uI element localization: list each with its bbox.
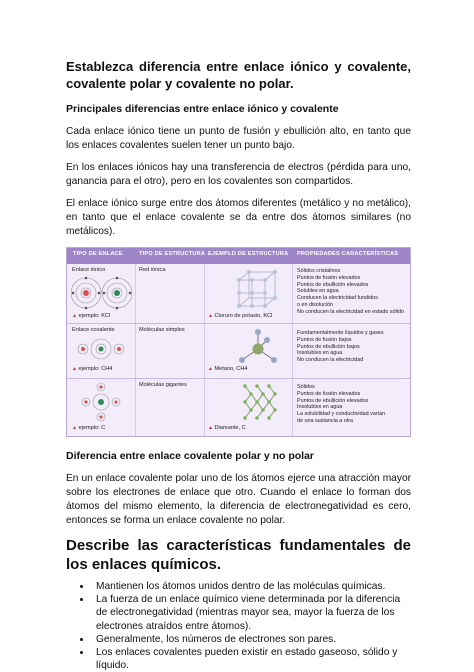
carbon-atoms-illustration (81, 382, 121, 422)
property-item: Puntos de fusión elevados (297, 390, 361, 397)
paragraph: En un enlace covalente polar uno de los átomos ejerce una atracción mayor sobre los electrones de enlace que otro. Cuando el enlace lo forman dos átomos del mismo elemento, la diferencia de electronegatividad es cero, entonces se forma un enlace covalente no polar. (66, 473, 411, 526)
table-header-cell: TIPO DE ENLACE (73, 251, 123, 257)
list-item: • Mantienen los átomos unidos dentro de las moléculas químicas. (92, 580, 411, 593)
property-item: Puntos de ebullición elevados (297, 281, 369, 288)
example-label: Cloruro de potasio, KCl (214, 313, 273, 319)
row-divider (67, 378, 410, 379)
example-label: Metano, CH4 (214, 366, 248, 372)
structure-type: Moléculas simples (139, 327, 185, 333)
row-divider (67, 323, 410, 324)
list-item: • Generalmente, los números de electrones son pares. (92, 633, 411, 646)
bond-comparison-table (66, 247, 411, 437)
triangle-bullet-icon: ▲ (208, 366, 213, 372)
table-header-cell: PROPIEDADES CARACTERÍSTICAS (297, 251, 399, 257)
property-item: Sólidos cristalinos (297, 268, 341, 274)
structure-type: Moléculas gigantes (139, 382, 187, 388)
column-divider (204, 264, 205, 436)
paragraph: En los enlaces iónicos hay una transferencia de electros (pérdida para uno, ganancia para el otro), pero en los covalentes son compartidos. (66, 162, 411, 187)
diamond-lattice-icon (239, 384, 279, 424)
table-header-cell: EJEMPLO DE ESTRUCTURA (208, 251, 289, 257)
triangle-bullet-icon: ▲ (72, 313, 77, 319)
bond-type: Enlace iónico (72, 267, 106, 273)
properties-list (297, 384, 385, 425)
property-item: Puntos de ebullición elevados (297, 397, 369, 404)
ionic-lattice-icon (235, 270, 279, 310)
ionic-atoms-illustration (71, 275, 133, 311)
properties-list (297, 330, 384, 364)
list-item: • La fuerza de un enlace químico viene determinada por la diferencia de electronegatividad (mientras mayor sea, mayor la fuerza de los electrones atraídos entre átomos). (92, 593, 411, 633)
structure-example (208, 425, 246, 432)
property-item: o en disolución (297, 301, 333, 308)
example-label: ejemplo: C (78, 425, 106, 431)
triangle-bullet-icon: ▲ (208, 425, 213, 431)
triangle-bullet-icon: ▲ (208, 313, 213, 319)
paragraph: El enlace iónico surge entre dos átomos diferentes (metálico y no metálico), en tanto que el enlace covalente se da entre dos átomos similares (no metálicos). (66, 198, 411, 237)
bond-example (72, 425, 105, 432)
property-item: de una sustancia a otra (297, 417, 354, 424)
table-header-cell: TIPO DE ESTRUCTURA (139, 251, 206, 257)
property-item: Sólidos (297, 384, 315, 390)
property-item: Solubles en agua (297, 288, 339, 295)
column-divider (292, 264, 293, 436)
triangle-bullet-icon: ▲ (72, 366, 77, 372)
list-item: • Los enlaces covalentes pueden existir en estado gaseoso, sólido y líquido. (92, 646, 411, 672)
property-item: Puntos de fusión elevados (297, 274, 361, 281)
property-item: Insolubles en agua (297, 350, 343, 357)
section-1-title: Principales diferencias entre enlace iónico y covalente (66, 103, 339, 115)
property-item: Insolubles en agua (297, 404, 343, 411)
bond-example (72, 366, 112, 373)
property-item: La solubilidad y conductividad varían (297, 411, 386, 418)
properties-list (297, 268, 404, 316)
bond-example (72, 313, 110, 320)
triangle-bullet-icon: ▲ (72, 425, 77, 431)
property-item: Puntos de ebullición bajos (297, 343, 360, 350)
structure-type: Red iónica (139, 267, 166, 273)
structure-example (208, 366, 247, 373)
bond-type: Enlace covalente (72, 327, 115, 333)
property-item: Fundamentalmente líquidos y gases (297, 330, 384, 336)
characteristics-list (66, 580, 411, 672)
section-3-title: Describe las características fundamentales de los enlaces químicos. (66, 537, 411, 573)
example-label: ejemplo: CH4 (78, 366, 113, 372)
main-heading: Establezca diferencia entre enlace iónico y covalente, covalente polar y covalente no polar. (66, 59, 411, 91)
example-label: ejemplo: KCl (78, 313, 111, 319)
paragraph: Cada enlace iónico tiene un punto de fusión y ebullición alto, en tanto que los enlaces covalentes suelen tener un punto bajo. (66, 126, 411, 151)
column-divider (135, 264, 136, 436)
property-item: Puntos de fusión bajos (297, 336, 352, 343)
section-2-title: Diferencia entre enlace covalente polar y no polar (66, 450, 315, 462)
property-item: No conducen la electricidad (297, 357, 364, 364)
methane-molecule-icon (237, 328, 279, 368)
structure-example (208, 313, 272, 320)
methane-atoms-illustration (77, 336, 125, 362)
document-page (66, 58, 411, 672)
property-item: Conducen la electricidad fundidos (297, 295, 378, 302)
property-item: No conducen la electricidad en estado sólido (297, 308, 404, 315)
example-label: Diamante, C (214, 425, 246, 431)
